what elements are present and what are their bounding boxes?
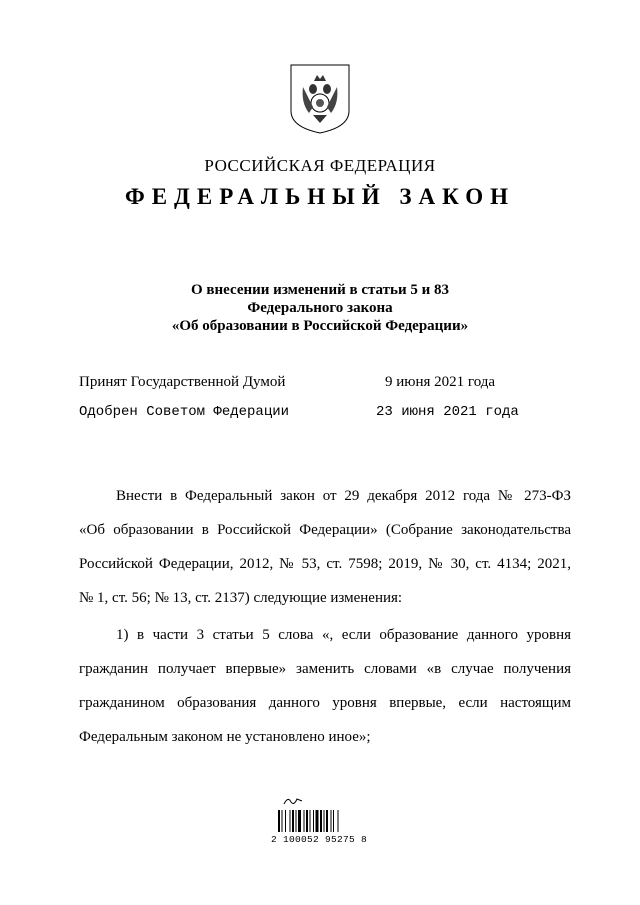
body-line-8: Федеральным законом не установлено иное»; [79,729,371,745]
council-approval-label: Одобрен Советом Федерации [79,404,290,420]
body-line-3: Российской Федерации, 2012, № 53, ст. 7598; 2019, № 30, ст. 4134; 2021, [79,556,571,572]
barcode [278,810,358,832]
body-line-2: «Об образовании в Российской Федерации» (Собрание законодательства [79,522,571,538]
body-line-4: № 1, ст. 56; № 13, ст. 2137) следующие изменения: [79,590,403,606]
council-approval-date: 23 июня 2021 года [376,404,519,420]
body-line-5: 1) в части 3 статьи 5 слова «, если образование данного уровня [116,627,571,643]
coat-of-arms-icon [289,63,351,135]
duma-adoption-date: 9 июня 2021 года [385,374,496,390]
law-title-line-2: Федерального закона [247,300,393,316]
signature-mark [282,794,304,808]
body-line-7: гражданином образования данного уровня впервые, если настоящим [79,695,571,711]
law-type-heading: ФЕДЕРАЛЬНЫЙ ЗАКОН [124,184,516,209]
body-line-1: Внести в Федеральный закон от 29 декабря 2012 года № 273-ФЗ [116,488,571,504]
country-heading: РОССИЙСКАЯ ФЕДЕРАЦИЯ [204,156,436,175]
barcode-number: 2 100052 95275 8 [271,834,368,845]
duma-adoption-label: Принят Государственной Думой [79,374,286,390]
law-title-line-1: О внесении изменений в статьи 5 и 83 [191,282,449,298]
body-line-6: гражданин получает впервые» заменить словами «в случае получения [79,661,571,677]
law-title-line-3: «Об образовании в Российской Федерации» [171,318,469,334]
state-emblem [289,63,351,135]
